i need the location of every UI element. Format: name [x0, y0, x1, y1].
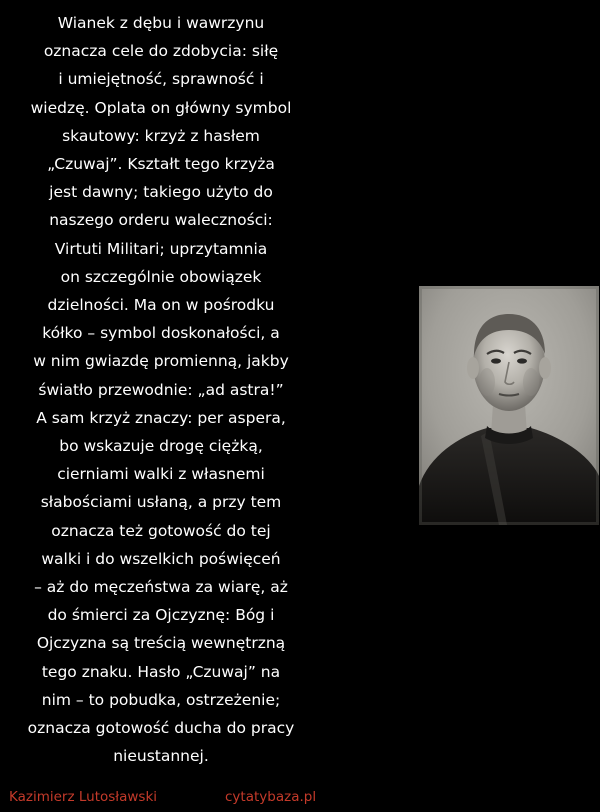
quote-line: jest dawny; takiego użyto do: [49, 183, 273, 202]
quote-line: nim – to pobudka, ostrzeżenie;: [41, 690, 281, 709]
quote-line: w nim gwiazdę promienną, jakby: [33, 352, 289, 371]
site-link[interactable]: cytatybaza.pl: [225, 789, 317, 805]
quote-line: i umiejętność, sprawność i: [58, 70, 264, 89]
quote-line: dzielności. Ma on w pośrodku: [47, 296, 275, 315]
quote-line: skautowy: krzyż z hasłem: [62, 126, 260, 145]
quote-line: oznacza cele do zdobycia: siłę: [43, 42, 279, 61]
quote-line: cierniami walki z własnemi: [57, 465, 265, 484]
quote-line: do śmierci za Ojczyznę: Bóg i: [47, 606, 275, 625]
quote-line: naszego orderu waleczności:: [49, 211, 273, 230]
quote-line: oznacza gotowość ducha do pracy: [27, 719, 295, 738]
quote-line: bo wskazuje drogę ciężką,: [59, 437, 263, 456]
quote-line: nieustannej.: [113, 747, 209, 766]
quote-line: oznacza też gotowość do tej: [51, 521, 271, 540]
author-link[interactable]: Kazimierz Lutosławski: [9, 789, 158, 805]
quote-line: Virtuti Militari; uprzytamnia: [54, 239, 268, 258]
author-portrait: [419, 286, 599, 525]
footer: [0, 785, 600, 809]
author-portrait-image: [419, 286, 599, 525]
quote-line: wiedzę. Oplata on główny symbol: [30, 98, 292, 117]
quote-line: „Czuwaj”. Kształt tego krzyża: [47, 155, 275, 174]
quote-line: słabościami usłaną, a przy tem: [40, 493, 282, 512]
quote-line: kółko – symbol doskonałości, a: [42, 324, 280, 343]
quote-text: [0, 9, 322, 770]
quote-line: on szczególnie obowiązek: [60, 267, 262, 286]
quote-line: tego znaku. Hasło „Czuwaj” na: [41, 662, 281, 681]
quote-line: walki i do wszelkich poświęceń: [41, 549, 281, 568]
quote-line: – aż do męczeństwa za wiarę, aż: [34, 578, 288, 597]
quote-line: światło przewodnie: „ad astra!”: [38, 380, 284, 399]
quote-line: Wianek z dębu i wawrzynu: [57, 14, 265, 32]
quote-line: A sam krzyż znaczy: per aspera,: [36, 408, 286, 427]
quote-line: Ojczyzna są treścią wewnętrzną: [36, 634, 286, 653]
